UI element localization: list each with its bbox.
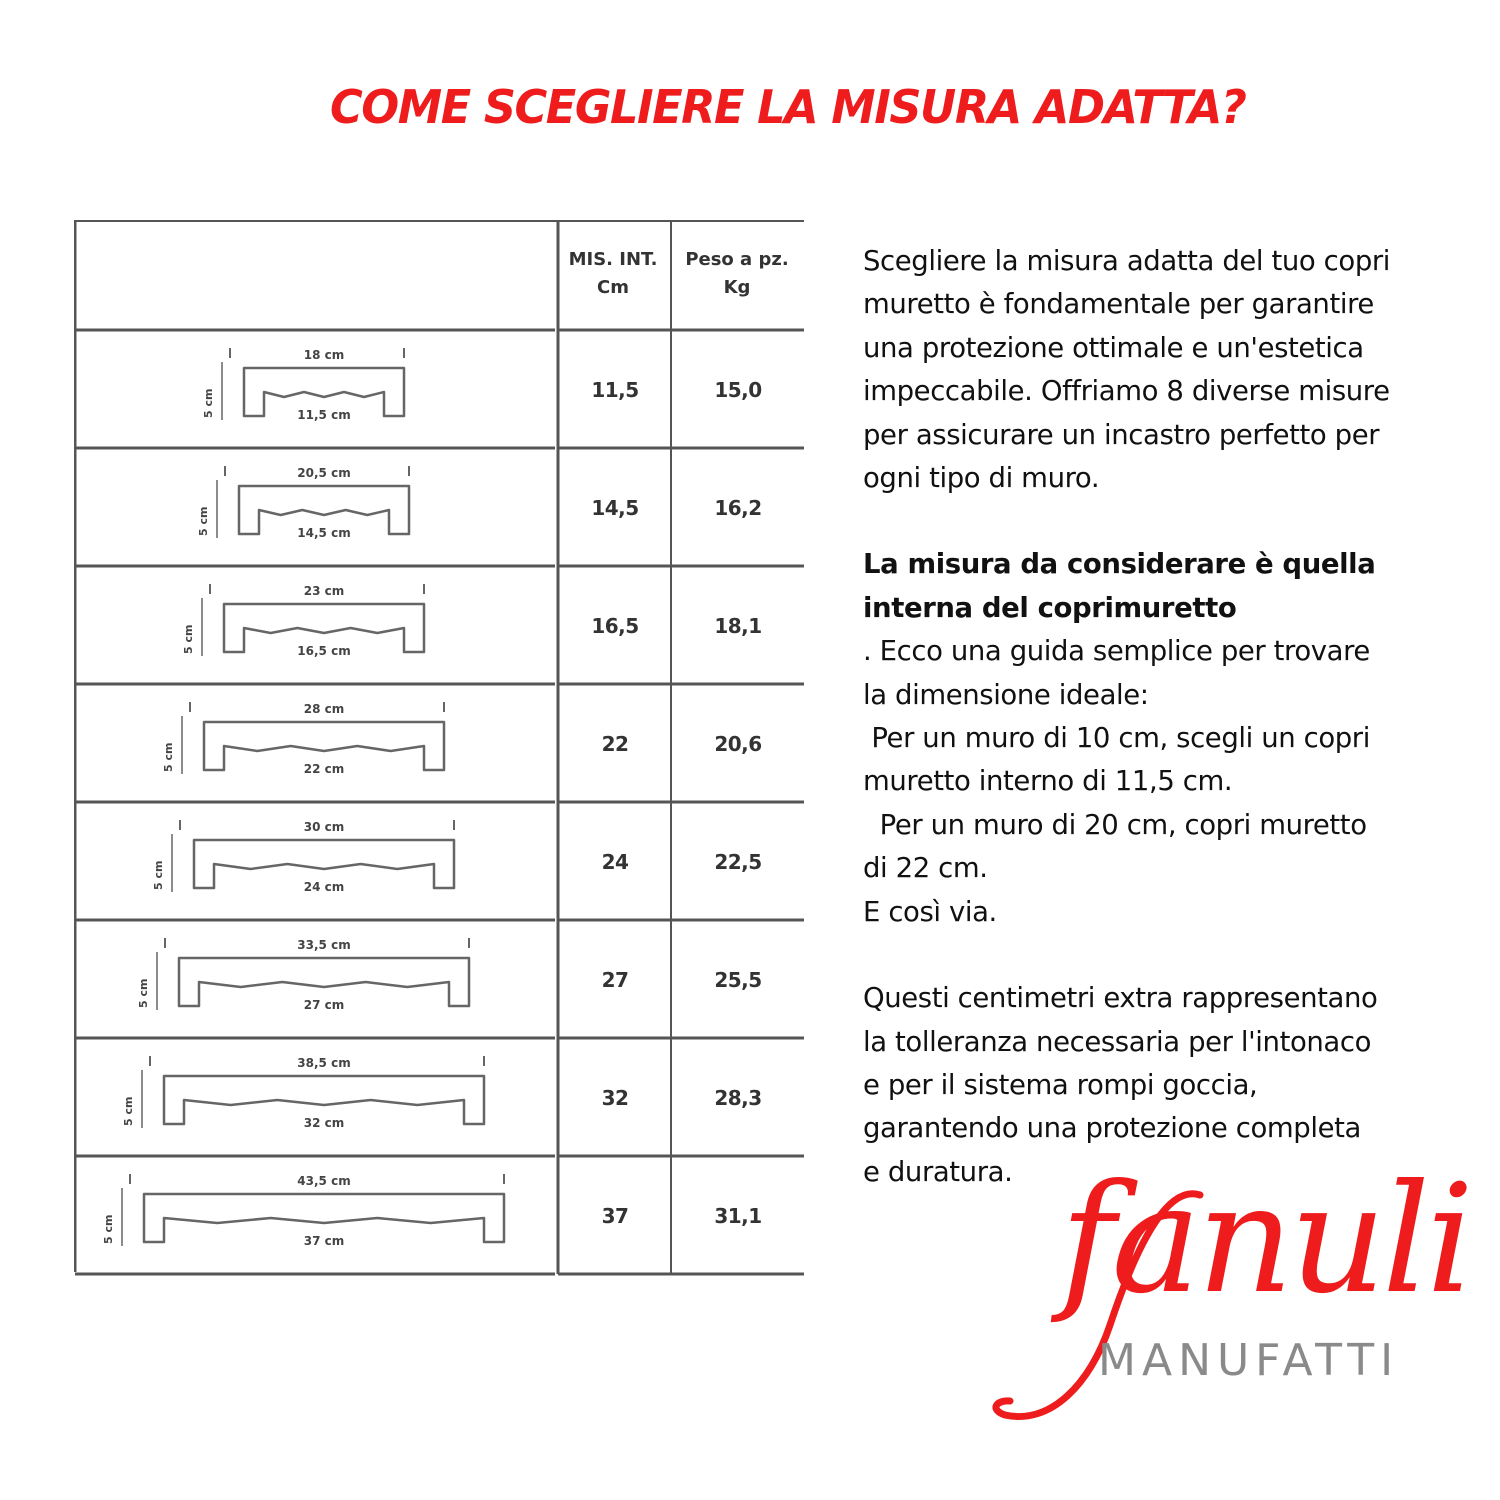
height-label: 5 cm xyxy=(182,624,195,654)
mis-int-cell: 37 xyxy=(601,1204,629,1228)
profile-diagram xyxy=(74,1156,558,1274)
peso-cell: 28,3 xyxy=(714,1086,762,1110)
outer-width-label: 38,5 cm xyxy=(297,1056,351,1070)
profile-diagram xyxy=(74,802,558,920)
profile-diagram xyxy=(74,920,558,1038)
peso-cell: 25,5 xyxy=(714,968,762,992)
profile-diagram xyxy=(74,448,558,566)
text-line: impeccabile. Offriamo 8 diverse misure xyxy=(863,375,1390,408)
inner-width-label: 22 cm xyxy=(303,762,345,776)
mis-int-cell: 22 xyxy=(601,732,629,756)
text-line: la tolleranza necessaria per l'intonaco xyxy=(863,1025,1372,1058)
header-peso: Peso a pz. Kg xyxy=(685,249,789,298)
height-label: 5 cm xyxy=(202,388,215,418)
inner-width-label: 32 cm xyxy=(303,1116,345,1130)
inner-width-label: 16,5 cm xyxy=(297,644,351,658)
text-line: la dimensione ideale: xyxy=(863,678,1149,711)
text-line: La misura da considerare è quella xyxy=(863,548,1376,581)
outer-width-label: 23 cm xyxy=(303,584,345,598)
height-label: 5 cm xyxy=(197,506,210,536)
text-line: Per un muro di 10 cm, scegli un copri xyxy=(863,722,1370,755)
description xyxy=(863,240,1463,1194)
size-table xyxy=(74,220,804,1276)
profile-diagram xyxy=(74,330,558,448)
text-line: e duratura. xyxy=(863,1155,1013,1188)
mis-int-cell: 32 xyxy=(601,1086,629,1110)
outer-width-label: 33,5 cm xyxy=(297,938,351,952)
text-line: muretto interno di 11,5 cm. xyxy=(863,765,1233,798)
outer-width-label: 20,5 cm xyxy=(297,466,351,480)
peso-cell: 20,6 xyxy=(714,732,762,756)
header-mis-int: MIS. INT. Cm xyxy=(568,249,658,298)
mis-int-cell: 24 xyxy=(601,850,629,874)
peso-cell: 16,2 xyxy=(714,496,762,520)
text-line: E così via. xyxy=(863,895,997,928)
height-label: 5 cm xyxy=(102,1214,115,1244)
height-label: 5 cm xyxy=(137,978,150,1008)
inner-width-label: 27 cm xyxy=(303,998,345,1012)
text-line: ogni tipo di muro. xyxy=(863,462,1100,495)
paragraph-bold xyxy=(863,543,1463,630)
profile-diagram xyxy=(74,566,558,684)
outer-width-label: 18 cm xyxy=(303,348,345,362)
peso-cell: 15,0 xyxy=(714,378,762,402)
text-line: una protezione ottimale e un'estetica xyxy=(863,331,1364,364)
peso-cell: 22,5 xyxy=(714,850,762,874)
peso-cell: 18,1 xyxy=(714,614,762,638)
text-line: di 22 cm. xyxy=(863,852,988,885)
inner-width-label: 11,5 cm xyxy=(297,408,351,422)
inner-width-label: 37 cm xyxy=(303,1234,345,1248)
logo-sub-text: MANUFATTI xyxy=(1098,1335,1400,1386)
peso-cell: 31,1 xyxy=(714,1204,762,1228)
mis-int-cell: 14,5 xyxy=(591,496,639,520)
height-label: 5 cm xyxy=(122,1096,135,1126)
text-line: . Ecco una guida semplice per trovare xyxy=(863,635,1370,668)
paragraph-intro xyxy=(863,240,1463,500)
outer-width-label: 28 cm xyxy=(303,702,345,716)
text-line: interna del coprimuretto xyxy=(863,591,1237,624)
text-line: Per un muro di 20 cm, copri muretto xyxy=(863,808,1367,841)
outer-width-label: 30 cm xyxy=(303,820,345,834)
fanuli-logo xyxy=(990,1153,1471,1435)
text-line: Questi centimetri extra rappresentano xyxy=(863,982,1378,1015)
paragraph-guide xyxy=(863,630,1463,934)
text-line: Scegliere la misura adatta del tuo copri xyxy=(863,245,1391,277)
text-line: garantendo una protezione completa xyxy=(863,1112,1361,1145)
text-line: muretto è fondamentale per garantire xyxy=(863,288,1374,321)
profile-diagram xyxy=(74,1038,558,1156)
title-area xyxy=(0,0,1500,160)
text-line: e per il sistema rompi goccia, xyxy=(863,1068,1258,1101)
outer-width-label: 43,5 cm xyxy=(297,1174,351,1188)
profile-diagram xyxy=(74,684,558,802)
logo-script-text: fanuli xyxy=(1060,1153,1471,1327)
height-label: 5 cm xyxy=(162,742,175,772)
inner-width-label: 24 cm xyxy=(303,880,345,894)
mis-int-cell: 11,5 xyxy=(591,378,639,402)
mis-int-cell: 27 xyxy=(601,968,629,992)
page-title: COME SCEGLIERE LA MISURA ADATTA? xyxy=(330,80,1246,134)
height-label: 5 cm xyxy=(152,860,165,890)
mis-int-cell: 16,5 xyxy=(591,614,639,638)
inner-width-label: 14,5 cm xyxy=(297,526,351,540)
text-line: per assicurare un incastro perfetto per xyxy=(863,418,1380,451)
